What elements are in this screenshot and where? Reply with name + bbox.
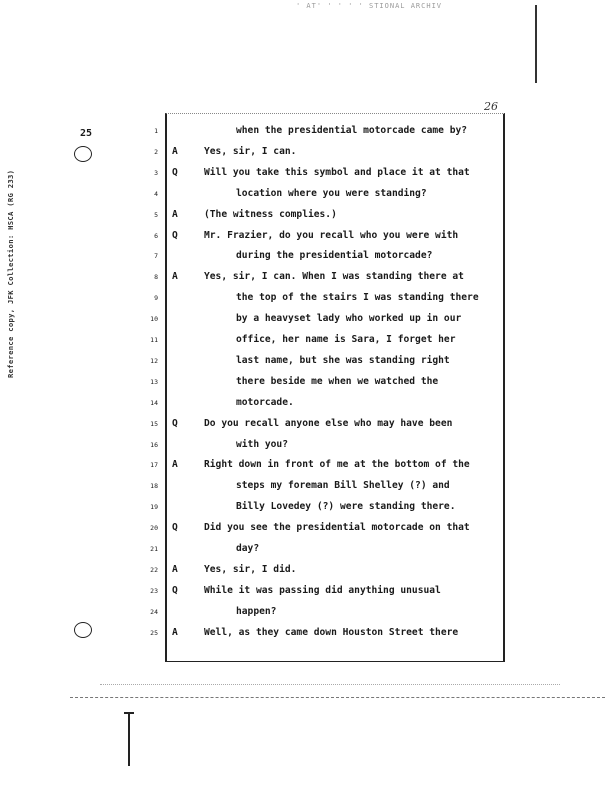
line-text: Yes, sir, I can. — [204, 145, 297, 157]
line-number: 14 — [150, 398, 158, 407]
margin-rule-right — [535, 5, 537, 83]
line-text: Yes, sir, I did. — [204, 563, 297, 575]
transcript-line — [140, 188, 520, 204]
line-number: 24 — [150, 607, 158, 616]
line-number: 2 — [154, 147, 158, 156]
transcript-line — [140, 271, 520, 287]
line-text: Billy Lovedey (?) were standing there. — [236, 501, 456, 513]
line-number: 16 — [150, 440, 158, 449]
transcript-line — [140, 250, 520, 266]
line-number: 10 — [150, 315, 158, 324]
line-text: when the presidential motorcade came by? — [236, 125, 468, 136]
speaker-label: A — [172, 271, 178, 283]
transcript-line — [140, 439, 520, 455]
speaker-label: A — [172, 459, 178, 471]
transcript-line — [140, 418, 520, 434]
transcript-line — [140, 606, 520, 622]
transcript-line — [140, 209, 520, 225]
line-number: 12 — [150, 356, 158, 365]
line-number: 22 — [150, 565, 158, 574]
line-text: Mr. Frazier, do you recall who you were with — [204, 229, 459, 241]
line-text: by a heavyset lady who worked up in our — [236, 313, 462, 325]
scan-artifact-line — [100, 684, 560, 685]
archive-header-stamp: ' AT' ' ' ' ' STIONAL ARCHIV — [296, 2, 443, 10]
line-text: last name, but she was standing right — [236, 354, 450, 366]
line-text: While it was passing did anything unusual — [204, 584, 441, 596]
line-number: 17 — [150, 461, 158, 470]
page-footer-rule — [70, 697, 605, 698]
line-text: day? — [236, 543, 260, 554]
line-text: Do you recall anyone else who may have been — [204, 417, 453, 429]
speaker-label: A — [172, 208, 178, 220]
speaker-label: Q — [172, 229, 178, 241]
transcript-line — [140, 627, 520, 643]
speaker-label: Q — [172, 417, 178, 429]
binder-hole-top — [74, 146, 92, 162]
line-text: Did you see the presidential motorcade on that — [204, 522, 470, 534]
speaker-label: Q — [172, 584, 178, 596]
line-text: Yes, sir, I can. When I was standing there at — [204, 271, 464, 283]
transcript-line — [140, 459, 520, 475]
line-text: Will you take this symbol and place it at that — [204, 166, 470, 178]
line-number: 19 — [150, 503, 158, 512]
line-text: with you? — [236, 438, 288, 450]
line-text: location where you were standing? — [236, 187, 427, 199]
transcript-line — [140, 501, 520, 517]
line-number: 21 — [150, 545, 158, 553]
transcript-line — [140, 167, 520, 183]
line-number: 8 — [154, 273, 158, 282]
line-text: (The witness complies.) — [204, 208, 337, 220]
transcript-line — [140, 564, 520, 580]
line-text: during the presidential motorcade? — [236, 250, 433, 262]
speaker-label: Q — [172, 166, 178, 178]
line-number: 11 — [150, 336, 158, 344]
line-number: 7 — [154, 252, 158, 261]
line-number: 6 — [154, 231, 158, 240]
line-number: 13 — [150, 377, 158, 386]
line-number: 5 — [154, 210, 158, 219]
handwritten-page-mark: 26 — [484, 100, 498, 113]
reference-copy-stamp: Reference copy, JFK Collection: HSCA (RG 233) — [6, 169, 15, 378]
line-number: 4 — [154, 189, 158, 198]
line-text: steps my foreman Bill Shelley (?) and — [236, 480, 450, 492]
speaker-label: A — [172, 145, 178, 157]
transcript-line — [140, 543, 520, 559]
line-number: 9 — [154, 294, 158, 303]
line-number: 3 — [154, 168, 158, 177]
line-text: the top of the stairs I was standing there — [236, 292, 479, 304]
transcript-line — [140, 313, 520, 329]
page-number: 25 — [80, 128, 93, 139]
transcript-line — [140, 585, 520, 601]
transcript-line — [140, 355, 520, 371]
line-number: 25 — [150, 628, 158, 637]
transcript-line — [140, 230, 520, 246]
line-text: there beside me when we watched the — [236, 375, 439, 387]
transcript-line — [140, 522, 520, 538]
line-text: motorcade. — [236, 396, 294, 408]
speaker-label: Q — [172, 522, 178, 534]
transcript-line — [140, 146, 520, 162]
transcript-line — [140, 480, 520, 496]
line-number: 18 — [150, 482, 158, 491]
margin-mark-bar — [128, 712, 130, 766]
speaker-label: A — [172, 563, 178, 575]
line-text: happen? — [236, 605, 277, 617]
transcript-line — [140, 334, 520, 350]
line-number: 20 — [150, 524, 158, 533]
line-text: Well, as they came down Houston Street there — [204, 626, 459, 638]
binder-hole-bottom — [74, 622, 92, 638]
line-text: Right down in front of me at the bottom of the — [204, 459, 470, 471]
transcript-line — [140, 376, 520, 392]
line-number: 1 — [154, 127, 158, 135]
line-number: 15 — [150, 419, 158, 428]
transcript-line — [140, 292, 520, 308]
speaker-label: A — [172, 626, 178, 638]
line-text: office, her name is Sara, I forget her — [236, 334, 456, 345]
transcript-line — [140, 397, 520, 413]
transcript-line — [140, 125, 520, 141]
line-number: 23 — [150, 586, 158, 595]
